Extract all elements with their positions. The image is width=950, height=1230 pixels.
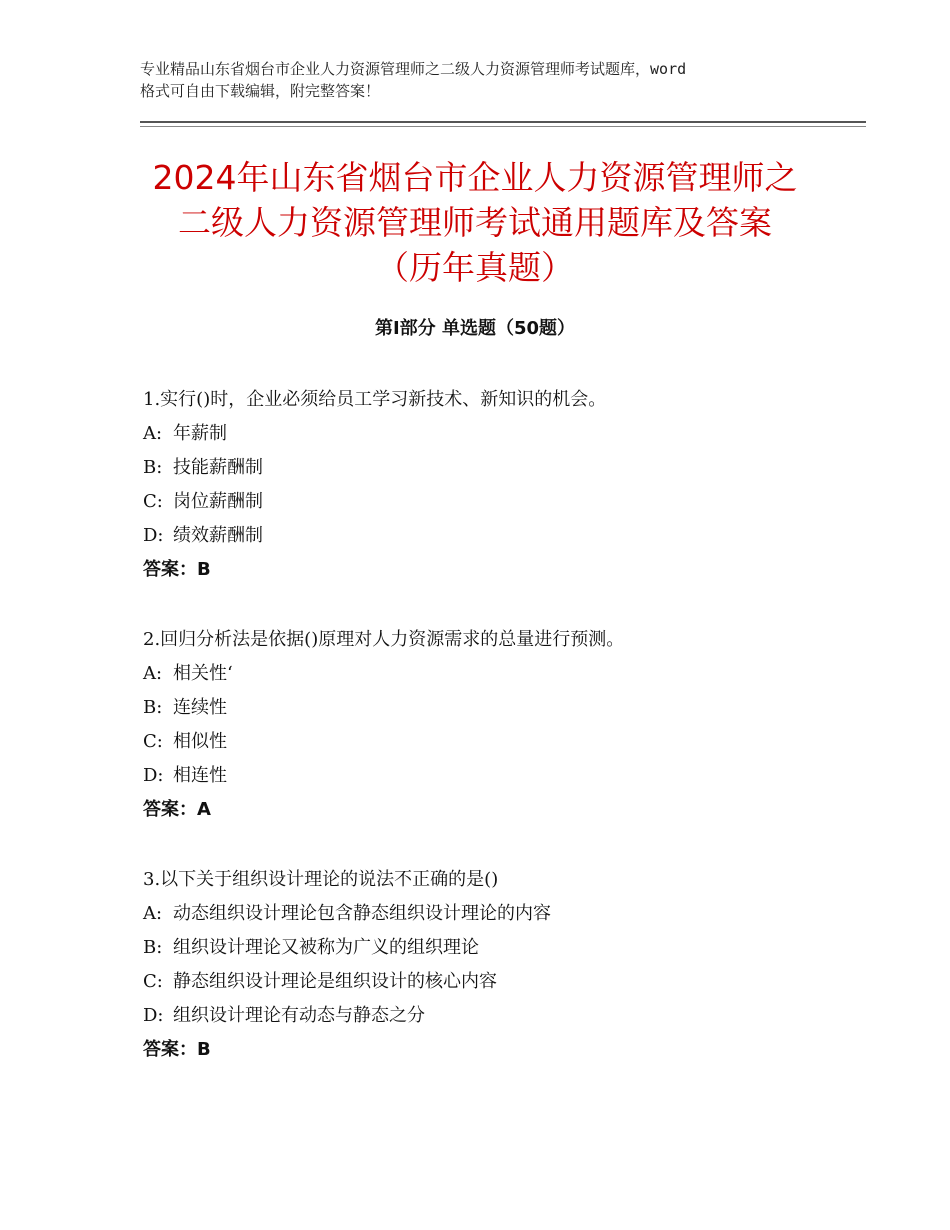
option-b [143, 691, 843, 725]
option-text: 相关性‘ [173, 663, 233, 684]
option-c [143, 485, 843, 519]
option-label: B: [143, 937, 163, 958]
option-label: D: [143, 765, 164, 786]
option-d [143, 759, 843, 793]
option-label: B: [143, 457, 163, 478]
option-label: A: [143, 663, 163, 684]
option-text: 岗位薪酬制 [173, 491, 263, 512]
question-3 [143, 863, 843, 1067]
header-divider-thick [140, 121, 866, 123]
option-d [143, 519, 843, 553]
option-text: 技能薪酬制 [173, 457, 263, 478]
question-list [143, 383, 843, 1103]
option-label: C: [143, 971, 163, 992]
option-text: 组织设计理论有动态与静态之分 [173, 1005, 425, 1026]
section-heading: 第Ⅰ部分 单选题（50题） [374, 318, 575, 339]
option-label: A: [143, 423, 163, 444]
option-a [143, 657, 843, 691]
option-c [143, 725, 843, 759]
question-stem: 3.以下关于组织设计理论的说法不正确的是() [143, 869, 499, 890]
option-text: 动态组织设计理论包含静态组织设计理论的内容 [173, 903, 551, 924]
option-d [143, 999, 843, 1033]
title-line-1: 2024年山东省烟台市企业人力资源管理师之 [152, 158, 798, 197]
option-b [143, 931, 843, 965]
title-line-2: 二级人力资源管理师考试通用题库及答案 [178, 203, 772, 242]
option-text: 绩效薪酬制 [173, 525, 263, 546]
header-note-line-1: 专业精品山东省烟台市企业人力资源管理师之二级人力资源管理师考试题库，word [140, 60, 687, 78]
question-2 [143, 623, 843, 827]
option-text: 连续性 [173, 697, 227, 718]
option-label: D: [143, 1005, 164, 1026]
header-divider-thin [140, 126, 866, 127]
option-label: B: [143, 697, 163, 718]
option-label: C: [143, 491, 163, 512]
answer-line: 答案：A [143, 799, 211, 820]
option-text: 相似性 [173, 731, 227, 752]
option-b [143, 451, 843, 485]
header-note-line-2: 格式可自由下载编辑，附完整答案！ [140, 82, 381, 100]
document-title [0, 155, 950, 290]
option-a [143, 897, 843, 931]
option-text: 静态组织设计理论是组织设计的核心内容 [173, 971, 497, 992]
option-text: 年薪制 [173, 423, 227, 444]
question-stem: 2.回归分析法是依据()原理对人力资源需求的总量进行预测。 [143, 629, 625, 650]
option-label: D: [143, 525, 164, 546]
option-text: 组织设计理论又被称为广义的组织理论 [173, 937, 479, 958]
option-text: 相连性 [173, 765, 227, 786]
option-label: A: [143, 903, 163, 924]
answer-line: 答案：B [143, 559, 211, 580]
answer-line: 答案：B [143, 1039, 211, 1060]
header-note [140, 58, 830, 102]
title-line-3: （历年真题） [376, 248, 574, 287]
question-1 [143, 383, 843, 587]
option-c [143, 965, 843, 999]
option-label: C: [143, 731, 163, 752]
option-a [143, 417, 843, 451]
question-stem: 1.实行()时，企业必须给员工学习新技术、新知识的机会。 [143, 389, 607, 410]
